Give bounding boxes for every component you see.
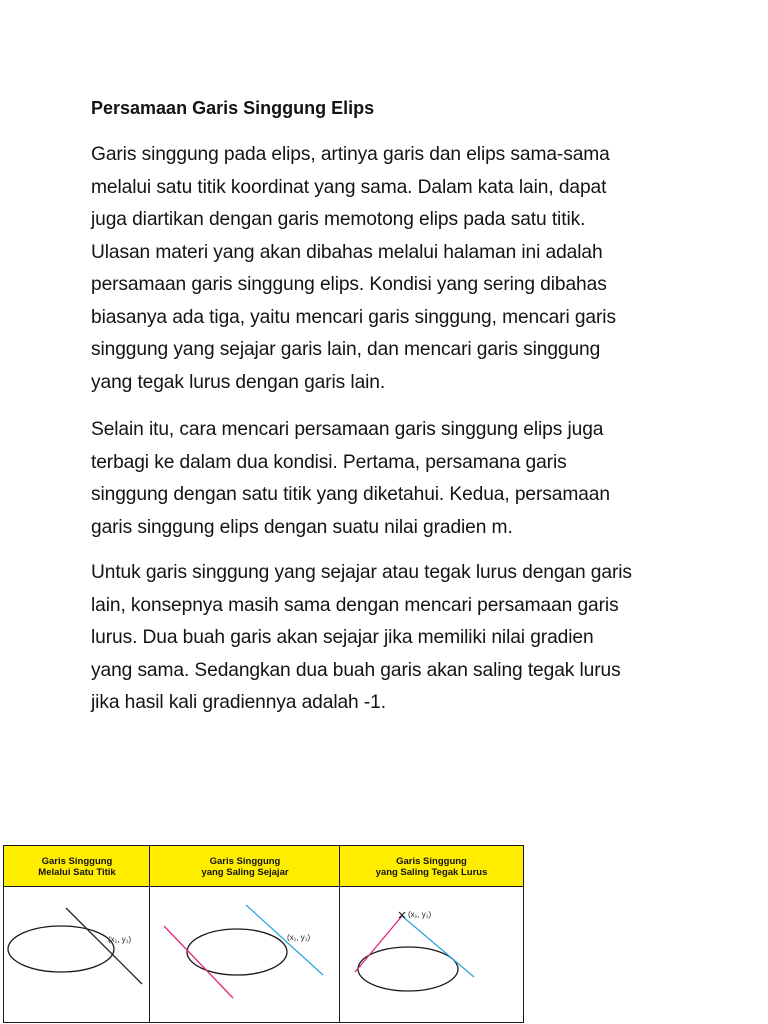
header-line: Garis Singgung	[209, 855, 281, 867]
ellipse-shape	[358, 947, 458, 991]
intersection-point-marker	[399, 912, 405, 918]
paragraph-line: Ulasan materi yang akan dibahas melalui halaman ini adalah	[91, 241, 603, 263]
paragraph-line: terbagi ke dalam dua kondisi. Pertama, persamana garis	[91, 451, 567, 473]
header-line: Melalui Satu Titik	[38, 866, 116, 878]
paragraph-line: yang sama. Sedangkan dua buah garis akan saling tegak lurus	[91, 659, 621, 681]
header-line: Garis Singgung	[41, 855, 113, 867]
header-line: yang Saling Tegak Lurus	[375, 866, 488, 878]
tangent-cases-figure	[3, 845, 524, 1023]
tangent-line	[66, 908, 142, 984]
ellipse-shape	[187, 929, 287, 975]
paragraph-line: Selain itu, cara mencari persamaan garis singgung elips juga	[91, 419, 604, 440]
point-label: (x₁, y₁)	[108, 935, 132, 944]
paragraph-line: yang tegak lurus dengan garis lain.	[91, 371, 386, 393]
paragraph-2	[91, 414, 691, 544]
magenta-tangent-line	[355, 916, 402, 972]
paragraph-line: Untuk garis singgung yang sejajar atau tegak lurus dengan garis	[91, 562, 632, 583]
paragraph-line: singgung dengan satu titik yang diketahui. Kedua, persamaan	[91, 484, 610, 505]
ellipse-shape	[8, 926, 114, 972]
cyan-tangent-line	[246, 905, 323, 975]
paragraph-3	[91, 557, 691, 720]
paragraph-line: singgung yang sejajar garis lain, dan mencari garis singgung	[91, 339, 601, 360]
point-label: (x₁, y₁)	[408, 910, 432, 919]
paragraph-line: juga diartikan dengan garis memotong elips pada satu titik.	[91, 209, 586, 230]
paragraph-line: persamaan garis singgung elips. Kondisi yang sering dibahas	[91, 274, 607, 295]
paragraph-line: melalui satu titik koordinat yang sama. Dalam kata lain, dapat	[91, 176, 607, 198]
paragraph-1	[91, 139, 691, 399]
paragraph-line: Garis singgung pada elips, artinya garis dan elips sama-sama	[91, 144, 610, 165]
paragraph-line: biasanya ada tiga, yaitu mencari garis singgung, mencari garis	[91, 306, 616, 328]
paragraph-line: jika hasil kali gradiennya adalah -1.	[91, 692, 386, 713]
document-title: Persamaan Garis Singgung Elips	[91, 98, 375, 118]
tangent-diagrams	[4, 846, 523, 1022]
point-label: (x₁, y₁)	[287, 933, 311, 942]
header-line: yang Saling Sejajar	[201, 866, 289, 878]
paragraph-line: lain, konsepnya masih sama dengan mencari persamaan garis	[91, 594, 619, 616]
paragraph-line: garis singgung elips dengan suatu nilai gradien m.	[91, 516, 513, 538]
header-line: Garis Singgung	[396, 855, 467, 867]
paragraph-line: lurus. Dua buah garis akan sejajar jika memiliki nilai gradien	[91, 627, 594, 648]
